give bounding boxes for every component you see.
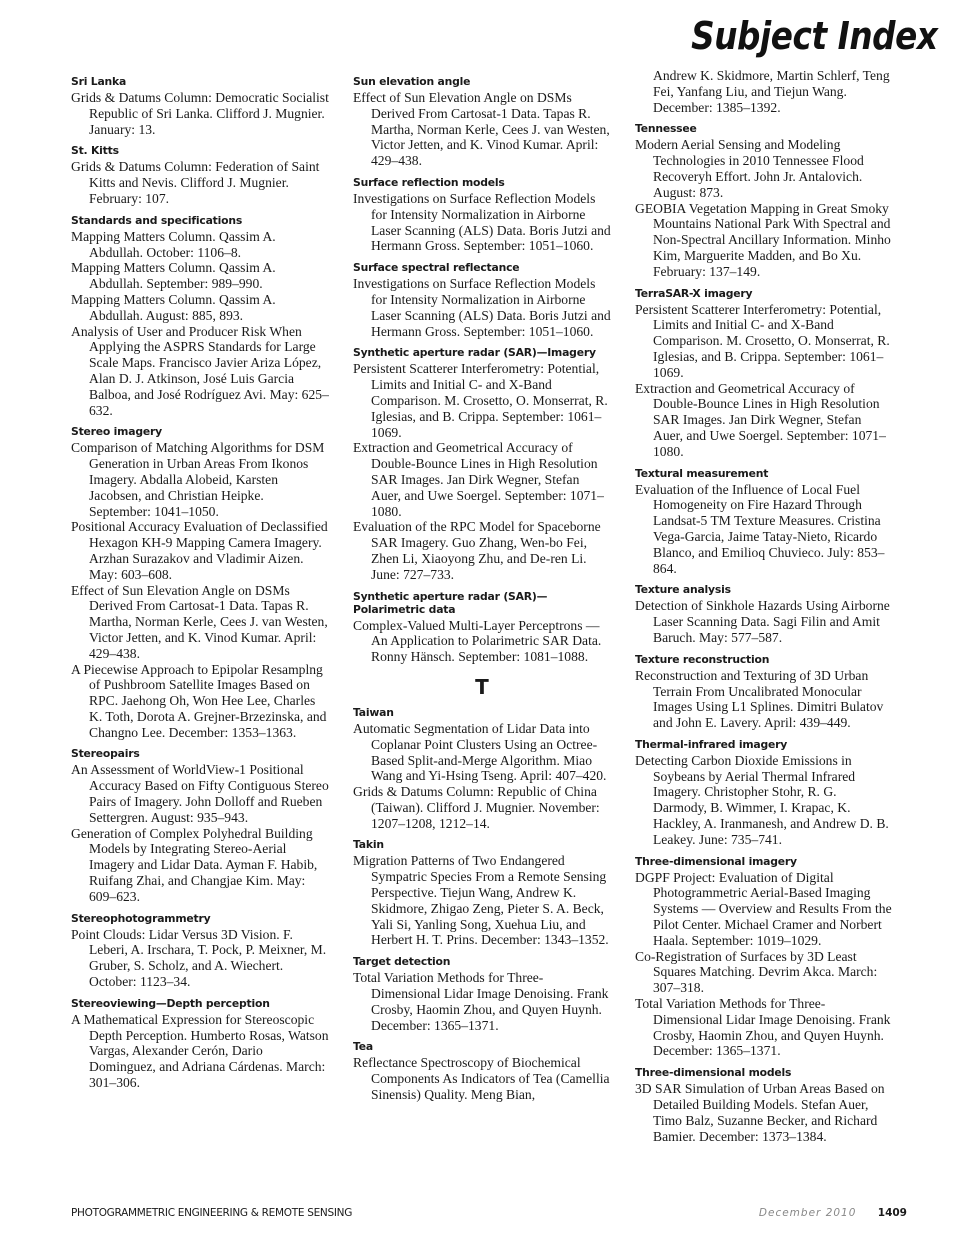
index-entry: DGPF Project: Evaluation of Digital Photogrammetric Aerial-Based Imaging Systems — Overview and Results From the Pilot Center. Michael Cramer and Norbert Haala. September: 1019–1029.: [635, 869, 892, 948]
index-entry: Persistent Scatterer Interferometry: Potential, Limits and Initial C- and X-Band Comparison. M. Crosetto, O. Monserrat, R. Iglesias, and B. Crippa. September: 1061–1069.: [635, 301, 890, 380]
page-title: Subject Index: [691, 14, 938, 58]
index-entry: Effect of Sun Elevation Angle on DSMs Derived From Cartosat-1 Data. Tapas R. Martha, Norman Kerle, Cees J. van Westen, Victor Jetten, and K. Vinod Kumar. April: 429–438.: [71, 582, 328, 661]
index-heading: Three-dimensional models: [635, 1066, 792, 1080]
index-heading: St. Kitts: [71, 144, 119, 158]
index-heading: Stereo imagery: [71, 425, 162, 439]
index-column-3-sections: [635, 122, 893, 1144]
page-number: 1409: [877, 1207, 907, 1219]
index-entry: Extraction and Geometrical Accuracy of Double-Bounce Lines in High Resolution SAR Images. Jan Dirk Wegner, Stefan Auer, and Uwe Soergel. September: 1071–1080.: [635, 380, 886, 459]
index-entry: Persistent Scatterer Interferometry: Potential, Limits and Initial C- and X-Band Comparison. M. Crosetto, O. Monserrat, R. Iglesias, and B. Crippa. September: 1061–1069.: [353, 361, 608, 440]
index-entry: Total Variation Methods for Three-Dimensional Lidar Image Denoising. Frank Crosby, Haomin Zhou, and Quyen Huynh. December: 1365–1371.: [635, 996, 891, 1059]
index-heading: Stereopairs: [71, 747, 140, 761]
index-entry: GEOBIA Vegetation Mapping in Great Smoky Mountains National Park With Spectral and Non-Spectral Ancillary Information. Minho Kim, Marguerite Madden, and Bo Xu. February: 137–149.: [635, 200, 891, 279]
index-heading: Stereoviewing—Depth perception: [71, 996, 270, 1010]
letter-divider: T: [475, 674, 489, 699]
index-entry: Total Variation Methods for Three-Dimensional Lidar Image Denoising. Frank Crosby, Haomin Zhou, and Quyen Huynh. December: 1365–1371.: [353, 970, 609, 1033]
index-column-1: [71, 68, 329, 1091]
index-entry: Investigations on Surface Reflection Models for Intensity Normalization in Airborne Laser Scanning (ALS) Data. Boris Jutzi and Hermann Gross. September: 1051–1060.: [353, 276, 611, 339]
index-heading: Texture reconstruction: [635, 652, 770, 666]
footer-right: [759, 1207, 907, 1219]
index-heading: Thermal-infrared imagery: [635, 737, 788, 751]
issue-date: December 2010: [758, 1207, 857, 1219]
index-entry: Complex-Valued Multi-Layer Perceptrons — An Application to Polarimetric SAR Data. Ronny Hänsch. September: 1081–1088.: [353, 617, 602, 665]
index-entry: Point Clouds: Lidar Versus 3D Vision. F. Leberi, A. Irschara, T. Pock, P. Meixner, M. Gruber, S. Scholz, and A. Wiechert. October: 1123–34.: [71, 926, 327, 990]
index-heading: Taiwan: [353, 705, 394, 719]
index-heading: Three-dimensional imagery: [635, 854, 797, 868]
index-entry: Evaluation of the RPC Model for Spaceborne SAR Imagery. Guo Zhang, Wen-bo Fei, Zhen Li, Xiaoyong Zhu, and De-ren Li. June: 727–733.: [353, 519, 601, 582]
index-column-2: [353, 68, 611, 1103]
index-heading: TerraSAR-X imagery: [635, 286, 753, 300]
index-entry: Grids & Datums Column: Republic of China (Taiwan). Clifford J. Mugnier. November: 1207–1208, 1212–14.: [353, 784, 600, 831]
index-heading: Surface spectral reflectance: [353, 261, 520, 275]
index-heading: Synthetic aperture radar (SAR)—Imagery: [353, 346, 596, 360]
index-entry: A Piecewise Approach to Epipolar Resamplng of Pushbroom Satellite Images Based on RPC. Jaehong Oh, Won Hee Lee, Charles K. Toth, Dorota A. Grejner-Brzezinska, and Changno Lee. December: 1353–1363.: [71, 661, 327, 740]
index-entry: Detecting Carbon Dioxide Emissions in Soybeans by Aerial Thermal Infrared Imagery. Christopher Stohr, R. G. Darmody, B. Wimmer, I. Krapac, K. Hackley, A. Iranmanesh, and Andrew D. B. Leakey. June: 735–741.: [635, 752, 889, 847]
index-heading: Texture analysis: [635, 583, 731, 597]
index-column-2-t-section: [353, 706, 611, 1103]
index-heading: Synthetic aperture radar (SAR)—Polarimetric data: [353, 589, 548, 616]
index-entry: Positional Accuracy Evaluation of Declassified Hexagon KH-9 Mapping Camera Imagery. Arzhan Surazakov and Vladimir Aizen. May: 603–608.: [71, 519, 328, 582]
index-entry: Reconstruction and Texturing of 3D Urban Terrain From Uncalibrated Monocular Images Using L1 Splines. Dimitri Bulatov and John E. Lavery. April: 439–449.: [635, 667, 884, 731]
index-entry: Grids & Datums Column: Federation of Saint Kitts and Nevis. Clifford J. Mugnier. February: 107.: [71, 159, 320, 206]
index-entry: Analysis of User and Producer Risk When Applying the ASPRS Standards for Large Scale Maps. Francisco Javier Ariza López, Alan D. J. Atkinson, José Luis Garcia Balboa, and José Rodríguez Avi. May: 625–632.: [71, 323, 329, 418]
index-entry: 3D SAR Simulation of Urban Areas Based on Detailed Building Models. Stefan Auer, Timo Balz, Suzanne Becker, and Richard Bamier. December: 1373–1384.: [635, 1081, 885, 1144]
index-entry: Investigations on Surface Reflection Models for Intensity Normalization in Airborne Laser Scanning (ALS) Data. Boris Jutzi and Hermann Gross. September: 1051–1060.: [353, 190, 611, 254]
index-entry: Mapping Matters Column. Qassim A. Abdullah. September: 989–990.: [71, 260, 276, 292]
index-entry: Co-Registration of Surfaces by 3D Least Squares Matching. Devrim Akca. March: 307–318.: [635, 948, 878, 996]
index-heading: Takin: [353, 838, 384, 852]
index-entry: Generation of Complex Polyhedral Building Models by Integrating Stereo-Aerial Imagery and Lidar Data. Ayman F. Habib, Ruifang Zhai, and Changjae Kim. May: 609–623.: [71, 825, 318, 904]
index-entry: A Mathematical Expression for Stereoscopic Depth Perception. Humberto Rosas, Watson Vargas, Alexander Cerón, Dario Dominguez, and Adriana Cárdenas. March: 301–306.: [71, 1011, 329, 1091]
index-heading: Surface reflection models: [353, 175, 505, 189]
index-heading: Tea: [353, 1040, 373, 1054]
index-heading: Sun elevation angle: [353, 75, 471, 88]
index-entry: Grids & Datums Column: Democratic Socialist Republic of Sri Lanka. Clifford J. Mugnier. January: 13.: [71, 90, 329, 137]
index-heading: Sri Lanka: [71, 75, 127, 88]
continued-entry: Andrew K. Skidmore, Martin Schlerf, Teng Fei, Yanfang Liu, and Tiejun Wang. December: 1385–1392.: [653, 68, 890, 115]
index-entry: Reflectance Spectroscopy of Biochemical Components As Indicators of Tea (Camellia Sinensis) Quality. Meng Bian,: [353, 1055, 610, 1103]
index-column-3: [635, 68, 893, 1144]
journal-footer: PHOTOGRAMMETRIC ENGINEERING & REMOTE SENSING: [71, 1207, 353, 1219]
index-entry: Automatic Segmentation of Lidar Data into Coplanar Point Clusters Using an Octree-Based Split-and-Merge Algorithm. Miao Wang and Yi-Hsing Tseng. April: 407–420.: [353, 720, 607, 784]
index-entry: Detection of Sinkhole Hazards Using Airborne Laser Scanning Data. Sagi Filin and Amit Baruch. May: 577–587.: [635, 598, 890, 645]
index-heading: Standards and specifications: [71, 213, 243, 227]
index-entry: Comparison of Matching Algorithms for DSM Generation in Urban Areas From Ikonos Imagery. Abdalla Alobeid, Karsten Jacobsen, and Christian Heipke. September: 1041–1050.: [71, 440, 325, 519]
index-entry: Mapping Matters Column. Qassim A. Abdullah. October: 1106–8.: [71, 228, 276, 260]
index-entry: Effect of Sun Elevation Angle on DSMs Derived From Cartosat-1 Data. Tapas R. Martha, Norman Kerle, Cees J. van Westen, Victor Jetten, and K. Vinod Kumar. April: 429–438.: [353, 90, 610, 169]
index-entry: Extraction and Geometrical Accuracy of Double-Bounce Lines in High Resolution SAR Images. Jan Dirk Wegner, Stefan Auer, and Uwe Soergel. September: 1071–1080.: [353, 440, 604, 519]
index-column-2-s-section: [353, 75, 611, 665]
index-entry: An Assessment of WorldView-1 Positional Accuracy Based on Fifty Contiguous Stereo Pairs of Imagery. John Dolloff and Rueben Settergren. August: 935–943.: [71, 762, 329, 825]
index-entry: Migration Patterns of Two Endangered Sympatric Species From a Remote Sensing Perspective. Tiejun Wang, Andrew K. Skidmore, Zhigao Zeng, Pieter S. A. Beck, Yali Si, Yanling Song, Xuehua Liu, and Herbert H. T. Prins. December: 1343–1352.: [353, 853, 609, 948]
index-heading: Stereophotogrammetry: [71, 911, 211, 925]
index-entry: Modern Aerial Sensing and Modeling Technologies in 2010 Tennessee Flood Recoveryh Effort. John Jr. Antalovich. August: 873.: [635, 137, 864, 200]
index-entry: Evaluation of the Influence of Local Fuel Homogeneity on Fire Hazard Through Landsat-5 TM Texture Measures. Cristina Vega-Garcia, Jaime Tatay-Nieto, Ricardo Blanco, and Emilioq Chuvieco. July: 853–864.: [635, 481, 885, 576]
index-entry: Mapping Matters Column. Qassim A. Abdullah. August: 885, 893.: [71, 291, 276, 323]
index-heading: Tennessee: [635, 122, 697, 136]
index-heading: Textural measurement: [635, 466, 769, 480]
index-heading: Target detection: [353, 955, 451, 969]
